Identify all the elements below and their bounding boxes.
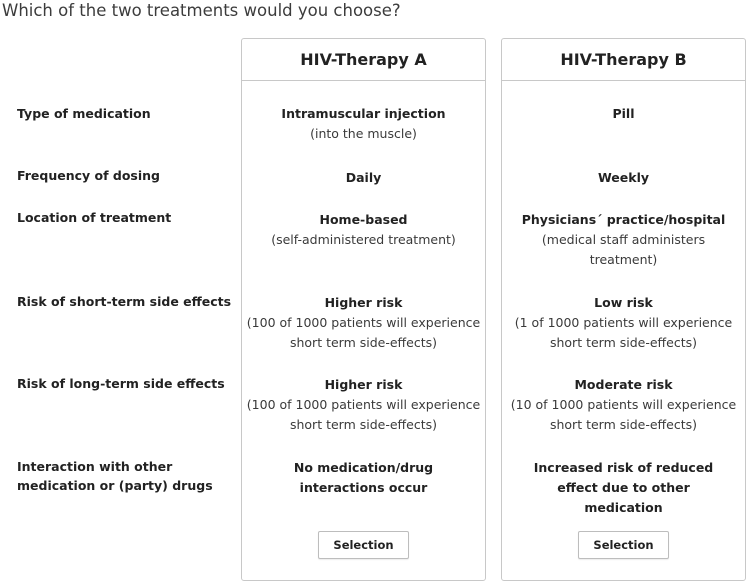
therapy-b-long-term-risk-detail: (10 of 1000 patients will experience short term side-effects) (510, 397, 737, 432)
therapy-b-long-term-risk (501, 375, 746, 435)
therapy-a-long-term-risk (241, 375, 486, 435)
therapy-a-short-term-risk-main: Higher risk (324, 295, 403, 310)
select-therapy-a-button[interactable]: Selection (318, 531, 409, 559)
therapy-a-medication-type-main: Intramuscular injection (281, 106, 446, 121)
therapy-b-medication-type (501, 104, 746, 124)
therapy-a-short-term-risk-detail: (100 of 1000 patients will experience short term side-effects) (246, 315, 481, 350)
therapy-a-medication-type (241, 104, 486, 144)
therapy-b-short-term-risk-detail: (1 of 1000 patients will experience short term side-effects) (514, 315, 733, 350)
therapy-b-short-term-risk (501, 293, 746, 353)
therapy-b-title: HIV-Therapy B (502, 39, 745, 81)
therapy-b-treatment-location-detail: (medical staff administers treatment) (541, 232, 706, 267)
therapy-a-drug-interactions (241, 458, 486, 498)
attribute-label-drug-interactions: Interaction with other medication or (party) drugs (17, 459, 213, 493)
therapy-a-long-term-risk-main: Higher risk (324, 377, 403, 392)
therapy-b-long-term-risk-main: Moderate risk (574, 377, 673, 392)
attribute-label-medication-type: Type of medication (17, 106, 151, 121)
therapy-b-dosing-frequency-main: Weekly (597, 170, 650, 185)
therapy-b-treatment-location (501, 210, 746, 270)
therapy-a-dosing-frequency (241, 168, 486, 188)
attribute-label-dosing-frequency: Frequency of dosing (17, 168, 160, 183)
therapy-a-short-term-risk (241, 293, 486, 353)
attribute-label-treatment-location: Location of treatment (17, 210, 172, 225)
therapy-b-drug-interactions-main: Increased risk of reduced effect due to other medication (533, 460, 714, 515)
attribute-label-short-term-risk: Risk of short-term side effects (17, 294, 232, 309)
therapy-a-treatment-location (241, 210, 486, 250)
therapy-a-medication-type-detail: (into the muscle) (310, 126, 417, 141)
therapy-b-treatment-location-main: Physicians´ practice/hospital (521, 212, 726, 227)
therapy-b-drug-interactions (501, 458, 746, 518)
therapy-a-treatment-location-main: Home-based (319, 212, 408, 227)
therapy-a-treatment-location-detail: (self-administered treatment) (271, 232, 456, 247)
therapy-a-long-term-risk-detail: (100 of 1000 patients will experience short term side-effects) (246, 397, 481, 432)
therapy-b-short-term-risk-main: Low risk (594, 295, 653, 310)
question-text: Which of the two treatments would you choose? (2, 1, 401, 20)
therapy-a-drug-interactions-main: No medication/drug interactions occur (293, 460, 434, 495)
therapy-a-title: HIV-Therapy A (242, 39, 485, 81)
therapy-a-dosing-frequency-main: Daily (345, 170, 382, 185)
therapy-b-medication-type-main: Pill (612, 106, 635, 121)
select-therapy-b-button[interactable]: Selection (578, 531, 669, 559)
therapy-b-dosing-frequency (501, 168, 746, 188)
attribute-label-long-term-risk: Risk of long-term side effects (17, 376, 225, 391)
